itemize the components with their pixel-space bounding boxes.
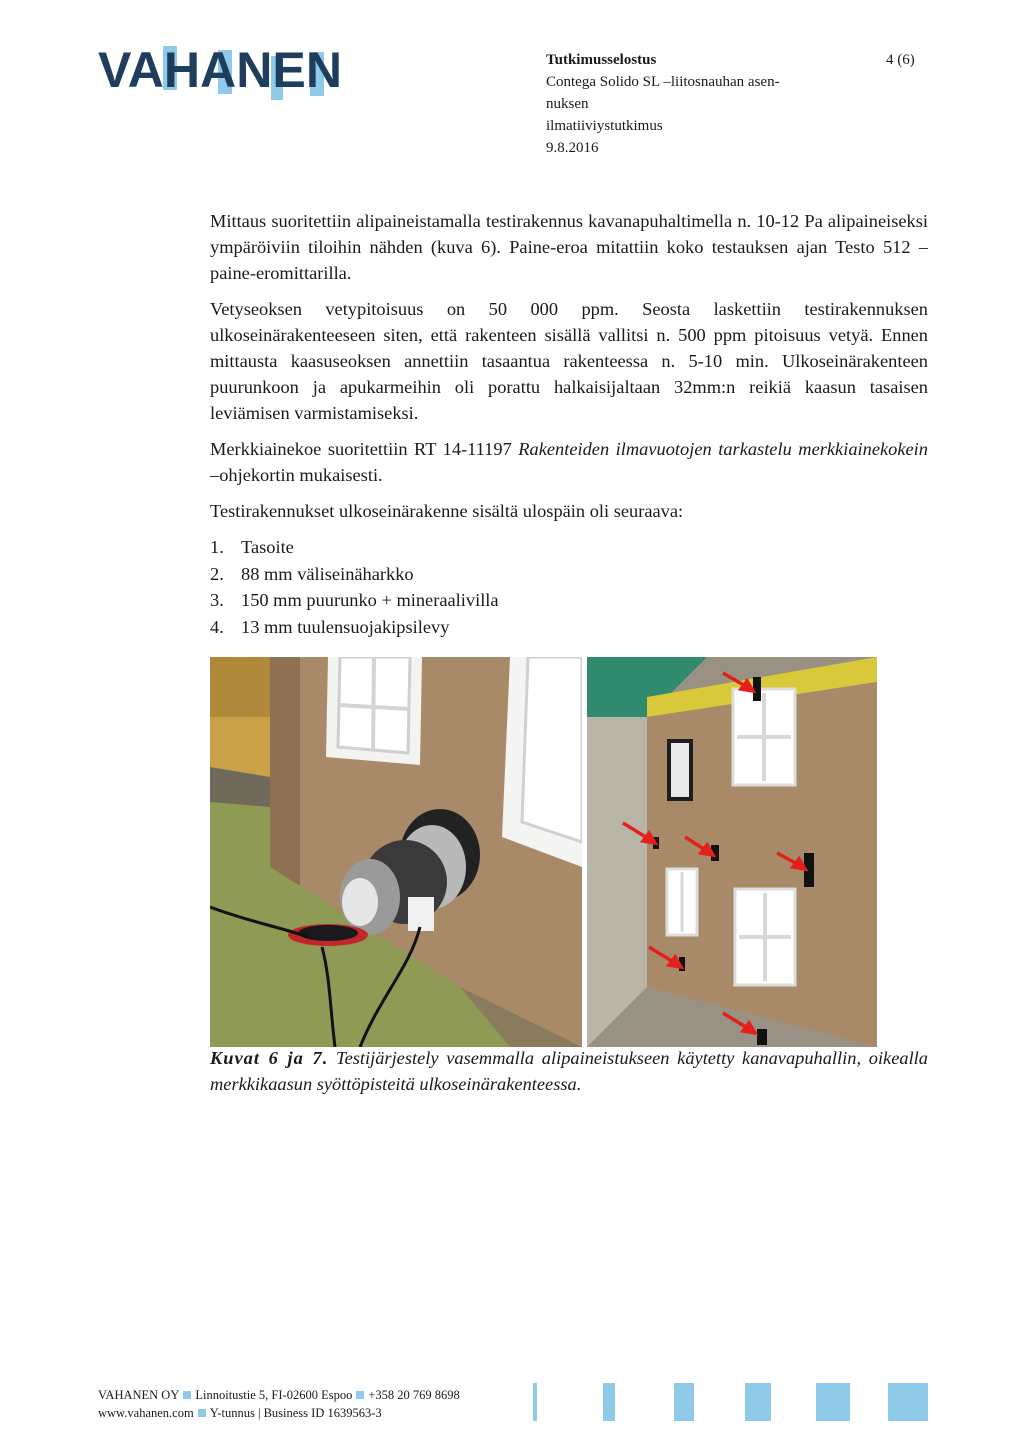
list-item-text: 150 mm puurunko + mineraalivilla — [241, 590, 499, 610]
list-item-text: 88 mm väliseinäharkko — [241, 563, 414, 584]
list-item-text: 13 mm tuulensuojakipsilevy — [241, 616, 450, 637]
figure-caption — [210, 1045, 928, 1097]
list-item — [210, 561, 928, 588]
list-item-number: 4. — [210, 616, 224, 637]
page-number: 4 (6) — [886, 52, 915, 68]
footer-brand-bars-icon — [530, 1383, 930, 1423]
document-header — [546, 49, 826, 159]
footer-line-1 — [98, 1386, 460, 1404]
photo-duct-fan — [210, 657, 582, 1047]
footer-phone: +358 20 769 8698 — [368, 1388, 460, 1402]
document-title-line-2: nuksen — [546, 96, 589, 112]
list-item — [210, 587, 928, 614]
document-title-line-3: ilmatiiviystutkimus — [546, 118, 663, 134]
paragraph-wall-structure-intro: Testirakennukset ulkoseinärakenne sisältä ulospäin oli seuraava: — [210, 501, 684, 521]
square-bullet-icon — [183, 1391, 191, 1399]
list-item — [210, 534, 928, 561]
paragraph-tracer-test — [210, 436, 928, 488]
svg-text:VAHANEN: VAHANEN — [98, 42, 342, 98]
footer-website: www.vahanen.com — [98, 1406, 194, 1420]
footer-business-id: Y-tunnus | Business ID 1639563-3 — [209, 1406, 382, 1420]
list-item-text: Tasoite — [241, 537, 294, 557]
photo-tracer-gas-points — [587, 657, 877, 1047]
square-bullet-icon — [356, 1391, 364, 1399]
tracer-test-prefix: Merkkiainekoe suoritettiin RT 14-11197 — [210, 439, 519, 459]
footer-company: VAHANEN OY — [98, 1388, 180, 1402]
vahanen-logo — [96, 40, 346, 100]
square-bullet-icon — [198, 1409, 206, 1417]
figure-caption-text: Testijärjestely vasemmalla alipaineistukseen käytetty kanavapuhallin, oikealla merkkikaasun syöttöpisteitä ulkoseinärakenteessa. — [210, 1048, 928, 1094]
footer-address: Linnoitustie 5, FI-02600 Espoo — [195, 1388, 353, 1402]
document-title-line-1: Contega Solido SL –liitosnauhan asen- — [546, 74, 780, 90]
wall-layer-list — [210, 534, 928, 640]
figure-caption-label: Kuvat 6 ja 7. — [210, 1048, 329, 1068]
list-item-number: 3. — [210, 590, 224, 610]
page-footer — [98, 1386, 460, 1422]
paragraph-measurement: Mittaus suoritettiin alipaineistamalla testirakennus kavanapuhaltimella n. 10-12 Pa alipaineiseksi ympäröiviin tiloihin nähden (kuva 6). Paine-eroa mitattiin koko testauksen ajan Testo 512 – paine-eromittarilla. — [210, 211, 928, 283]
body-text — [210, 208, 928, 640]
list-item-number: 1. — [210, 537, 224, 557]
document-type: Tutkimusselostus — [546, 52, 657, 68]
list-item-number: 2. — [210, 563, 224, 584]
tracer-test-reference-title: Rakenteiden ilmavuotojen tarkastelu merkkiainekokein — [518, 439, 928, 459]
document-date: 9.8.2016 — [546, 140, 599, 156]
list-item — [210, 614, 928, 641]
paragraph-hydrogen-mixture: Vetyseoksen vetypitoisuus on 50 000 ppm. Seosta laskettiin testirakennuksen ulkoseinärakenteeseen siten, että rakenteen sisällä vallitsi n. 500 ppm pitoisuus vetyä. Ennen mittausta kaasuseoksen annettiin tasaantua rakenteessa n. 5-10 min. Ulkoseinärakenteen puurunkoon ja apukarmeihin oli porattu halkaisijaltaan 32mm:n reikiä kaasun tasaisen leviämisen varmistamiseksi. — [210, 299, 928, 423]
tracer-test-suffix: –ohjekortin mukaisesti. — [210, 465, 383, 485]
footer-line-2 — [98, 1404, 460, 1422]
